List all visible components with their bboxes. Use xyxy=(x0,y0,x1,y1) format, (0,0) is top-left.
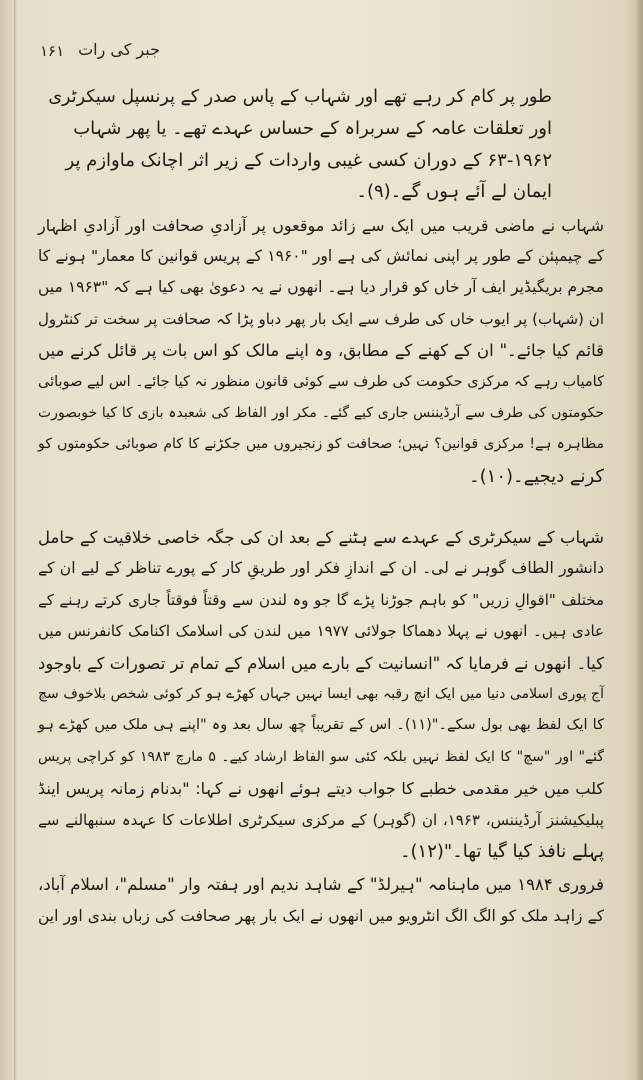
block-quote xyxy=(38,82,604,208)
text-line: دانشور الطاف گوہر نے لی۔ ان کے اندازِ فکر اور طریقِ کار کے پورے تناظر کے لیے ان کے xyxy=(38,559,604,578)
binding-crease xyxy=(14,0,17,1080)
running-head-title: جبر کی رات xyxy=(78,40,160,59)
text-line: اور تعلقات عامہ کے سربراہ کے حساس عہدے تھے۔ یا پھر شہاب xyxy=(73,118,552,140)
text-line: ۶۳-۱۹۶۲ کے دوران کسی غیبی واردات کے زیر اثر اچانک ماوازم پر xyxy=(65,149,552,171)
text-line: کے زاہد ملک کو الگ الگ انٹرویو میں انھوں نے ایک بار پھر صحافت کی زباں بندی اور این xyxy=(38,906,604,925)
text-line: مجرم بریگیڈیر ایف آر خاں کو قرار دیا ہے۔ انھوں نے یہ دعویٰ بھی کیا ہے کہ "۱۹۶۳ میں xyxy=(38,278,604,297)
text-line: مظاہرہ ہے! مرکزی قوانین؟ نہیں؛ صحافت کو زنجیروں میں جکڑنے کا کام صوبائی حکومتوں کو xyxy=(38,436,604,453)
text-line: عادی ہیں۔ انھوں نے پہلا دھماکا جولائی ۱۹۷۷ میں لندن کی اسلامک اکنامک کانفرنس میں xyxy=(38,622,604,641)
text-line: پہلے نافذ کیا گیا تھا۔"(۱۲)۔ xyxy=(399,840,604,862)
text-line: آج پوری اسلامی دنیا میں ایک انچ رقبہ بھی ایسا نہیں جہاں کھڑے ہو کر کوئی شخص بلاخوف سچ xyxy=(38,686,604,703)
text-line: ان (شہاب) پر ایوب خاں کی طرف سے ایک بار پھر دباو پڑا کہ صحافت پر سخت تر کنٹرول xyxy=(38,309,604,328)
paragraph-altaf-gauhar xyxy=(38,522,604,867)
running-header xyxy=(40,40,600,66)
page-edge-shadow xyxy=(635,0,643,1080)
page-number: ۱۶۱ xyxy=(40,42,65,60)
text-line: کامیاب رہے کہ مرکزی حکومت کی طرف سے کوئی قانون منظور نہ کیا جائے۔ اس لیے صوبائی xyxy=(38,373,604,390)
text-line: گئے" اور "سچ" کا ایک لفظ نہیں بلکہ کئی سو الفاظ ارشاد کیے۔ ۵ مارچ ۱۹۸۳ کو کراچی پریس xyxy=(38,748,604,765)
paragraph-herald-interview xyxy=(38,869,604,932)
text-line: مختلف "اقوالِ زریں" کو باہم جوڑنا پڑے گا جو وہ لندن سے وقتاً فوقتاً جاری کرتے رہنے کے xyxy=(38,590,604,609)
text-line: کرنے دیجیے۔(۱۰)۔ xyxy=(469,465,604,487)
text-line: فروری ۱۹۸۴ میں ماہنامہ "ہیرلڈ" کے شاہد ندیم اور ہفتہ وار "مسلم"، اسلام آباد، xyxy=(38,875,604,895)
text-line: قائم کیا جائے۔" ان کے کھنے کے مطابق، وہ اپنے مالک کو اس بات پر قائل کرنے میں xyxy=(38,341,604,361)
text-line: کا ایک لفظ بھی بول سکے۔"(۱۱)۔ اس کے تقریباً چھ سال بعد وہ "اپنے ہی ملک میں کھڑے ہو xyxy=(38,717,605,734)
text-line: طور پر کام کر رہے تھے اور شہاب کے پاس صدر کے پرنسپل سیکرٹری xyxy=(48,87,552,107)
text-line: حکومتوں کی طرف سے آرڈیننس جاری کیے گئے۔ مکر اور الفاظ کی شعبدہ بازی کا کیا خوبصورت xyxy=(38,404,604,421)
text-line: کیا۔ انھوں نے فرمایا کہ "انسانیت کے بارے میں اسلام کے تمام تر تصورات کے باوجود xyxy=(38,653,604,673)
paragraph-shahab-press-laws xyxy=(38,210,604,493)
text-line: شہاب کے سیکرٹری کے عہدے سے ہٹنے کے بعد ان کی جگہ خاصی خلاقیت کے حامل xyxy=(38,528,604,548)
text-line: ایمان لے آئے ہوں گے۔(۹)۔ xyxy=(356,181,552,203)
page-body xyxy=(38,82,604,932)
text-line: کے چیمپئن کے طور پر اپنی نمائش کی ہے اور "۱۹۶۰ کے پریس قوانین کا معمار" ہونے کا xyxy=(38,246,605,265)
text-line: کلب میں خیر مقدمی خطبے کا جواب دیتے ہوئے انھوں نے کہا: "بدنام زمانہ پریس اینڈ xyxy=(38,779,604,799)
text-line: پبلیکیشنز آرڈیننس، ۱۹۶۳، ان (گوہر) کے مرکزی سیکرٹری اطلاعات کا عہدہ سنبھالنے سے xyxy=(38,810,604,829)
text-line: شہاب نے ماضی قریب میں ایک سے زائد موقعوں پر آزادیِ صحافت اور آزادیِ اظہار xyxy=(38,215,604,235)
section-spacer xyxy=(38,492,604,522)
